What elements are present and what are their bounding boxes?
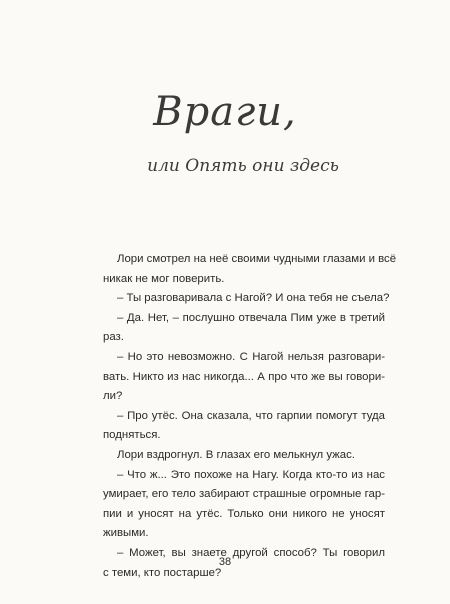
page-number: 38	[218, 556, 232, 568]
chapter-subtitle: или Опять они здесь	[147, 156, 339, 176]
text-line: ли?	[103, 390, 123, 403]
text-line: раз.	[103, 331, 124, 344]
text-line: вать. Никто из нас никогда... А про что же вы говори-	[103, 370, 385, 383]
text-line: живыми.	[103, 527, 149, 540]
text-line: Лори смотрел на неё своими чудными глазами и всё	[117, 253, 397, 265]
text-line: пии и уносят на утёс. Только они никого не уносят	[103, 507, 385, 520]
text-line: – Может, вы знаете другой способ? Ты говорил	[117, 546, 385, 559]
text-line: – Но это невозможно. С Нагой нельзя разговари-	[117, 350, 385, 363]
text-line: подняться.	[103, 429, 161, 442]
text-line: – Про утёс. Она сказала, что гарпии помогут туда	[117, 409, 385, 422]
text-line: – Да. Нет, – послушно отвечала Пим уже в третий	[117, 311, 385, 324]
body-text	[103, 250, 397, 583]
chapter-title: Враги,	[153, 89, 297, 135]
text-line: Лори вздрогнул. В глазах его мелькнул ужас.	[117, 448, 355, 461]
text-line: – Ты разговаривала с Нагой? И она тебя не съела?	[117, 292, 390, 305]
text-line: умирает, его тело забирают страшные огромные гар-	[103, 488, 385, 501]
text-line: никак не мог поверить.	[103, 272, 225, 285]
text-line: с теми, кто постарше?	[103, 566, 222, 579]
text-line: – Что ж... Это похоже на Нагу. Когда кто-то из нас	[117, 468, 385, 481]
